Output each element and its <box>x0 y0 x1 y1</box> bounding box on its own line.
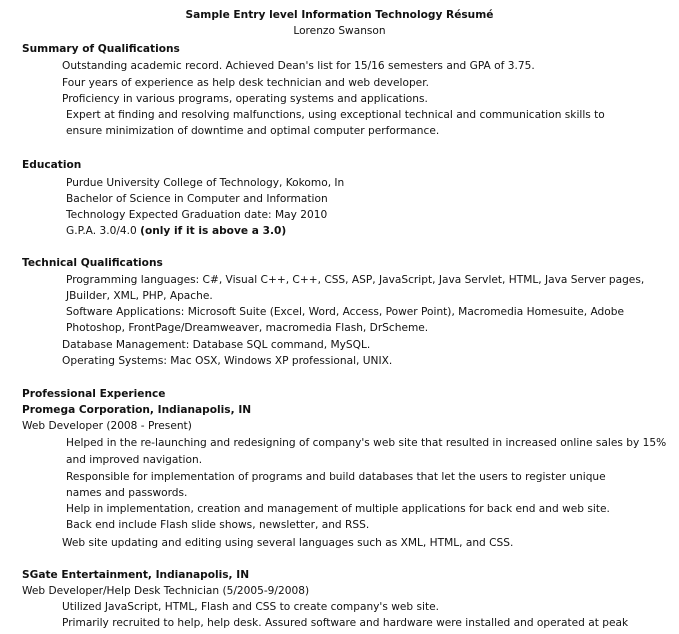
summary-item: Four years of experience as help desk technician and web developer. <box>62 77 429 89</box>
education-gpa: G.P.A. 3.0/4.0 <box>66 225 137 237</box>
job-duty: Responsible for implementation of programs and build databases that let the users to register unique <box>66 471 606 483</box>
document-title: Sample Entry level Information Technology Résumé <box>185 9 494 21</box>
job-duty-continued: and improved navigation. <box>66 454 203 466</box>
job-duty: Web site updating and editing using several languages such as XML, HTML, and CSS. <box>62 537 514 549</box>
education-heading: Education <box>22 159 82 171</box>
technical-heading: Technical Qualifications <box>22 257 163 269</box>
job-role: Web Developer/Help Desk Technician (5/2005-9/2008) <box>22 585 310 597</box>
summary-item-continued: ensure minimization of downtime and optimal computer performance. <box>66 125 440 137</box>
summary-heading: Summary of Qualifications <box>22 43 180 55</box>
education-school: Purdue University College of Technology, Kokomo, In <box>66 177 345 189</box>
education-degree: Bachelor of Science in Computer and Information <box>66 193 328 205</box>
summary-item: Expert at finding and resolving malfunctions, using exceptional technical and communication skills to <box>66 109 605 121</box>
job-duty: Utilized JavaScript, HTML, Flash and CSS to create company's web site. <box>62 601 439 613</box>
education-graduation: Technology Expected Graduation date: May 2010 <box>66 209 328 221</box>
technical-item: Operating Systems: Mac OSX, Windows XP professional, UNIX. <box>62 355 393 367</box>
technical-item: Programming languages: C#, Visual C++, C++, CSS, ASP, JavaScript, Java Servlet, HTML, Java Server pages, <box>66 274 645 286</box>
job-duty-continued: names and passwords. <box>66 487 188 499</box>
technical-item: Database Management: Database SQL command, MySQL. <box>62 339 371 351</box>
job-duty: Helped in the re-launching and redesigning of company's web site that resulted in increased online sales by 15% <box>66 437 667 449</box>
technical-item-continued: Photoshop, FrontPage/Dreamweaver, macromedia Flash, DrScheme. <box>66 322 429 334</box>
candidate-name: Lorenzo Swanson <box>293 25 386 37</box>
technical-item: Software Applications: Microsoft Suite (Excel, Word, Access, Power Point), Macromedia Homesuite, Adobe <box>66 306 624 318</box>
job-role: Web Developer (2008 - Present) <box>22 420 192 432</box>
job-company: SGate Entertainment, Indianapolis, IN <box>22 569 250 581</box>
education-gpa-note: (only if it is above a 3.0) <box>140 225 287 237</box>
job-duty: Help in implementation, creation and management of multiple applications for back end and web site. <box>66 503 610 515</box>
job-company: Promega Corporation, Indianapolis, IN <box>22 404 252 416</box>
experience-heading: Professional Experience <box>22 388 166 400</box>
summary-item: Outstanding academic record. Achieved Dean's list for 15/16 semesters and GPA of 3.75. <box>62 60 535 72</box>
job-duty-continued: Back end include Flash slide shows, newsletter, and RSS. <box>66 519 370 531</box>
education-gpa-line <box>66 223 286 239</box>
job-duty: Primarily recruited to help, help desk. Assured software and hardware were installed and operated at peak <box>62 617 629 629</box>
summary-item: Proficiency in various programs, operating systems and applications. <box>62 93 428 105</box>
technical-item-continued: JBuilder, XML, PHP, Apache. <box>66 290 213 302</box>
